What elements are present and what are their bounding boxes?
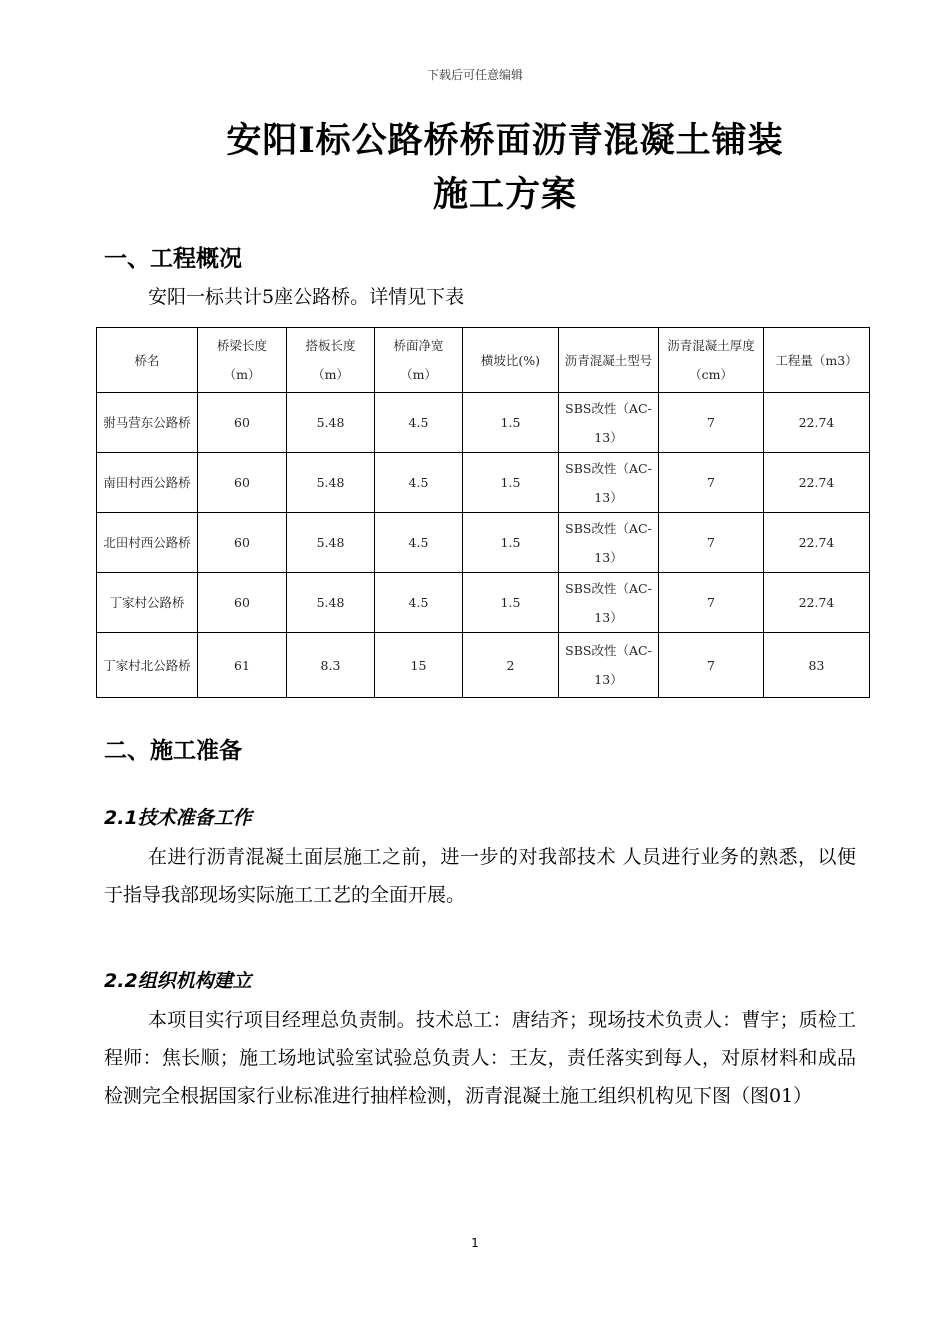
table-cell: 4.5 xyxy=(375,573,463,633)
table-row xyxy=(97,633,870,698)
table-cell: 5.48 xyxy=(287,573,375,633)
section2-2-text: 本项目实行项目经理总负责制。技术总工：唐结齐；现场技术负责人：曹宇；质检工程师：焦长顺；施工场地试验室试验总负责人：王友，责任落实到每人，对原材料和成品检测完全根据国家行业标准进行抽样检测，沥青混凝土施工组织机构见下图（图01） xyxy=(104,1009,856,1107)
table-cell: 60 xyxy=(198,453,287,513)
table-cell: 丁家村北公路桥 xyxy=(97,633,198,698)
table-row xyxy=(97,393,870,453)
section1-heading: 一、工程概况 xyxy=(104,246,242,272)
table-header-cell: 桥面净宽（m） xyxy=(375,328,463,393)
table-cell: 8.3 xyxy=(287,633,375,698)
table-header-cell: 桥名 xyxy=(97,328,198,393)
table-cell: 南田村西公路桥 xyxy=(97,453,198,513)
section2-heading: 二、施工准备 xyxy=(104,738,242,764)
table-cell: 2 xyxy=(463,633,559,698)
table-cell: 7 xyxy=(659,573,764,633)
table-header-cell: 工程量（m3） xyxy=(764,328,870,393)
table-cell: 22.74 xyxy=(764,393,870,453)
table-row xyxy=(97,513,870,573)
table-cell: 22.74 xyxy=(764,513,870,573)
table-cell: SBS改性（AC-13） xyxy=(559,453,659,513)
table-header-cell: 桥梁长度（m） xyxy=(198,328,287,393)
table-cell: 4.5 xyxy=(375,513,463,573)
table-cell: 1.5 xyxy=(463,393,559,453)
table-header-row xyxy=(97,328,870,393)
table-cell: SBS改性（AC-13） xyxy=(559,393,659,453)
document-title-line2: 施工方案 xyxy=(432,174,577,215)
table-header-cell: 沥青混凝土厚度（cm） xyxy=(659,328,764,393)
table-header-cell: 横坡比(%) xyxy=(463,328,559,393)
header-note: 下载后可任意编辑 xyxy=(426,68,523,82)
table-cell: 60 xyxy=(198,513,287,573)
document-title-line1: 安阳Ⅰ标公路桥桥面沥青混凝土铺装 xyxy=(226,120,784,161)
table-header-cell: 搭板长度（m） xyxy=(287,328,375,393)
table-row xyxy=(97,453,870,513)
page-number: 1 xyxy=(471,1236,479,1250)
table-cell: 22.74 xyxy=(764,453,870,513)
table-cell: 7 xyxy=(659,453,764,513)
table-cell: 61 xyxy=(198,633,287,698)
table-cell: 22.74 xyxy=(764,573,870,633)
table-cell: SBS改性（AC-13） xyxy=(559,573,659,633)
table-cell: 7 xyxy=(659,393,764,453)
table-cell: 5.48 xyxy=(287,453,375,513)
table-row xyxy=(97,573,870,633)
table-cell: 丁家村公路桥 xyxy=(97,573,198,633)
section2-2-heading: 2.2组织机构建立 xyxy=(104,970,252,992)
table-cell: 4.5 xyxy=(375,453,463,513)
table-cell: SBS改性（AC-13） xyxy=(559,513,659,573)
table-cell: 60 xyxy=(198,573,287,633)
table-cell: 7 xyxy=(659,513,764,573)
table-cell: 83 xyxy=(764,633,870,698)
table-cell: SBS改性（AC-13） xyxy=(559,633,659,698)
table-cell: 7 xyxy=(659,633,764,698)
table-cell: 1.5 xyxy=(463,573,559,633)
section2-1-text: 在进行沥青混凝土面层施工之前，进一步的对我部技术 人员进行业务的熟悉，以便于指导我部现场实际施工工艺的全面开展。 xyxy=(104,846,856,906)
table-cell: 5.48 xyxy=(287,393,375,453)
table-cell: 60 xyxy=(198,393,287,453)
section1-intro: 安阳一标共计5座公路桥。详情见下表 xyxy=(148,286,465,308)
table-cell: 1.5 xyxy=(463,453,559,513)
section2-1-heading: 2.1技术准备工作 xyxy=(104,807,252,829)
table-cell: 4.5 xyxy=(375,393,463,453)
table-header-cell: 沥青混凝土型号 xyxy=(559,328,659,393)
table-cell: 驸马营东公路桥 xyxy=(97,393,198,453)
table-cell: 1.5 xyxy=(463,513,559,573)
table-cell: 北田村西公路桥 xyxy=(97,513,198,573)
bridge-table xyxy=(96,327,870,698)
table-cell: 5.48 xyxy=(287,513,375,573)
table-cell: 15 xyxy=(375,633,463,698)
